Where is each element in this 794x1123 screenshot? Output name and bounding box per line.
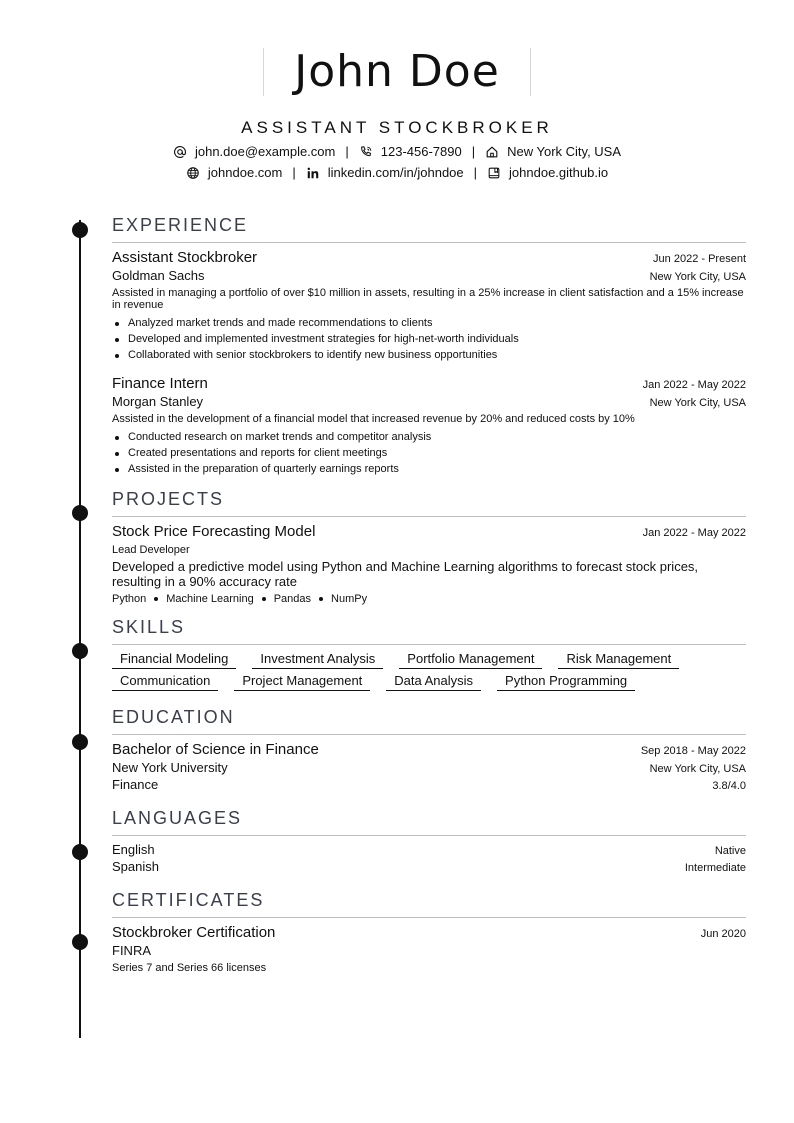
phone-icon (359, 145, 373, 159)
github-icon (487, 166, 501, 180)
project-entry (112, 523, 746, 605)
contact-github[interactable] (487, 165, 608, 180)
section-title: EDUCATION (112, 707, 746, 735)
section-experience (112, 215, 746, 477)
timeline-dot-certificates (72, 934, 88, 950)
contact-github-text: johndoe.github.io (509, 165, 609, 180)
skill-tag: Portfolio Management (399, 651, 542, 669)
tech-separator (262, 597, 266, 601)
experience-entry (112, 249, 746, 363)
tech-item: NumPy (331, 593, 368, 605)
school-name: New York University (112, 760, 228, 775)
section-title: PROJECTS (112, 489, 746, 517)
skill-tag: Risk Management (558, 651, 679, 669)
tech-separator (154, 597, 158, 601)
globe-icon (186, 166, 200, 180)
degree-name: Bachelor of Science in Finance (112, 741, 319, 758)
section-projects (112, 489, 746, 605)
contact-location (485, 144, 621, 159)
job-role: Assistant Stockbroker (112, 249, 258, 266)
project-role: Lead Developer (112, 544, 190, 556)
contact-phone-text: 123-456-7890 (380, 144, 462, 159)
tech-separator (319, 597, 323, 601)
gpa: 3.8/4.0 (712, 780, 746, 792)
job-bullets (112, 315, 746, 363)
school-location: New York City, USA (649, 763, 746, 775)
certificate-details: Series 7 and Series 66 licenses (112, 962, 267, 974)
timeline-line (79, 220, 81, 1038)
job-location: New York City, USA (649, 397, 746, 409)
section-certificates (112, 890, 746, 974)
certificate-issuer: FINRA (112, 943, 151, 958)
bullet-item: Assisted in the preparation of quarterly earnings reports (112, 461, 746, 477)
job-dates: Jan 2022 - May 2022 (642, 379, 746, 391)
language-name: English (112, 842, 155, 857)
contact-linkedin-text: linkedin.com/in/johndoe (327, 165, 464, 180)
bullet-item: Collaborated with senior stockbrokers to identify new business opportunities (112, 347, 746, 363)
tech-item: Pandas (273, 593, 312, 605)
bullet-item: Created presentations and reports for client meetings (112, 445, 746, 461)
job-summary: Assisted in managing a portfolio of over $10 million in assets, resulting in a 25% increase in client satisfaction and a 15% increase in revenue (112, 287, 744, 311)
section-title: LANGUAGES (112, 808, 746, 836)
job-bullets (112, 429, 746, 477)
timeline-dot-education (72, 734, 88, 750)
skill-tag: Project Management (234, 673, 370, 691)
skill-tag: Communication (112, 673, 218, 691)
home-icon (485, 145, 499, 159)
section-education (112, 707, 746, 792)
certificate-name: Stockbroker Certification (112, 924, 276, 941)
contact-separator: | (345, 144, 349, 159)
timeline-dot-languages (72, 844, 88, 860)
project-title: Stock Price Forecasting Model (112, 523, 316, 540)
section-title: SKILLS (112, 617, 746, 645)
skill-tag: Financial Modeling (112, 651, 236, 669)
section-skills (112, 617, 746, 691)
bullet-item: Conducted research on market trends and competitor analysis (112, 429, 746, 445)
experience-entry (112, 375, 746, 477)
contact-phone[interactable] (359, 144, 462, 159)
project-dates: Jan 2022 - May 2022 (642, 527, 746, 539)
skill-tag: Investment Analysis (252, 651, 383, 669)
name-block (263, 48, 531, 96)
contact-separator: | (292, 165, 296, 180)
project-description: Developed a predictive model using Python and Machine Learning algorithms to forecast stock prices, resulting in a 90% accuracy rate (112, 559, 699, 589)
contact-website[interactable] (186, 165, 282, 180)
project-tech (112, 593, 746, 605)
contact-separator: | (471, 144, 476, 159)
skill-tag: Python Programming (497, 673, 635, 691)
bullet-item: Developed and implemented investment strategies for high-net-worth individuals (112, 331, 746, 347)
skills-list (112, 651, 746, 691)
contact-linkedin[interactable] (306, 165, 464, 180)
language-level: Intermediate (684, 862, 746, 874)
timeline-dot-skills (72, 643, 88, 659)
contact-website-text: johndoe.com (207, 165, 283, 180)
job-summary: Assisted in the development of a financial model that increased revenue by 20% and reduced costs by 10% (112, 413, 635, 425)
company-name: Morgan Stanley (112, 394, 204, 409)
timeline-dot-experience (72, 222, 88, 238)
resume-header (0, 40, 794, 180)
field-of-study: Finance (112, 777, 159, 792)
contact-location-text: New York City, USA (507, 144, 622, 159)
certificate-date: Jun 2020 (700, 928, 746, 940)
section-title: EXPERIENCE (112, 215, 746, 243)
candidate-name: John Doe (294, 46, 500, 97)
timeline-dot-projects (72, 505, 88, 521)
tech-item: Python (112, 593, 147, 605)
job-location: New York City, USA (649, 271, 746, 283)
contact-row-1 (0, 144, 794, 159)
company-name: Goldman Sachs (112, 268, 205, 283)
language-name: Spanish (112, 859, 159, 874)
skill-tag: Data Analysis (386, 673, 481, 691)
job-dates: Jun 2022 - Present (653, 253, 746, 265)
resume-content (112, 215, 746, 986)
language-level: Native (714, 845, 746, 857)
contact-email[interactable] (173, 144, 335, 159)
contact-separator: | (473, 165, 478, 180)
education-dates: Sep 2018 - May 2022 (640, 745, 746, 757)
section-languages (112, 808, 746, 874)
linkedin-icon (306, 166, 320, 180)
bullet-item: Analyzed market trends and made recommendations to clients (112, 315, 746, 331)
at-icon (173, 145, 187, 159)
job-role: Finance Intern (112, 375, 208, 392)
contact-email-text: john.doe@example.com (194, 144, 336, 159)
section-title: CERTIFICATES (112, 890, 746, 918)
contact-row-2 (0, 165, 794, 180)
job-title: ASSISTANT STOCKBROKER (241, 118, 553, 137)
tech-item: Machine Learning (166, 593, 254, 605)
